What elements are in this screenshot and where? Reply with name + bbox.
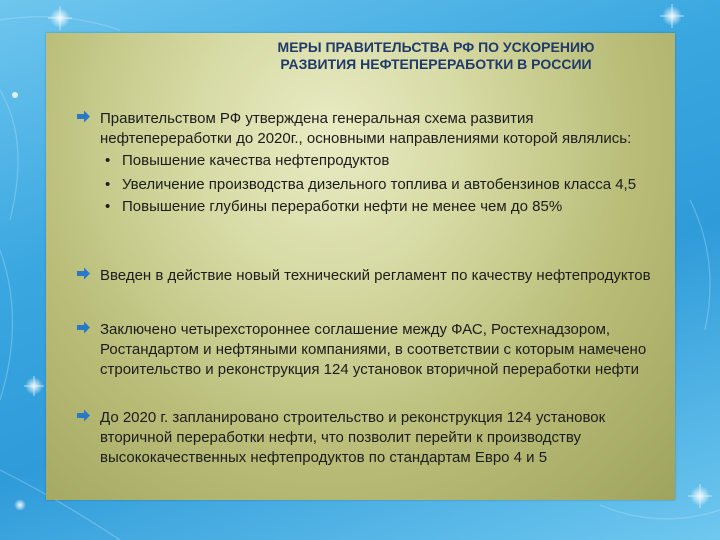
bullet-text: Правительством РФ утверждена генеральная схема развития нефтепереработки до 2020г., основными направлениями которой являлись: xyxy=(100,110,632,147)
bullet-text: Введен в действие новый технический регламент по качеству нефтепродуктов xyxy=(100,267,651,284)
sub-list-item xyxy=(100,151,666,171)
content-panel xyxy=(46,33,675,500)
bullet-item-agreement xyxy=(76,320,666,380)
sub-list-item-text: Повышение качества нефтепродуктов xyxy=(122,152,390,169)
bullet-text: Заключено четырехстороннее соглашение между ФАС, Ростехнадзором, Ростандартом и нефтяными компаниями, в соответствии с которым намечено строительство и реконструкция 124 установок вторичной переработки нефти xyxy=(100,321,647,378)
bullet-dot: • xyxy=(105,176,111,193)
slide-title xyxy=(216,39,656,73)
bullet-dot: • xyxy=(105,152,111,169)
bullet-item-plan-2020 xyxy=(76,408,666,468)
arrow-right-icon xyxy=(76,321,91,334)
arrow-right-icon xyxy=(76,409,91,422)
bullet-item-general-scheme xyxy=(76,109,666,217)
bullet-text: До 2020 г. запланировано строительство и реконструкция 124 установок вторичной переработки нефти, что позволит перейти к производству высококачественных нефтепродуктов по стандартам Евро 4 и 5 xyxy=(100,409,606,466)
arrow-right-icon xyxy=(76,267,91,280)
sub-list-item xyxy=(100,174,666,195)
sub-list-item-text: Повышение глубины переработки нефти не менее чем до 85% xyxy=(122,198,563,215)
sub-list xyxy=(100,151,666,217)
slide-title-line-1: МЕРЫ ПРАВИТЕЛЬСТВА РФ ПО УСКОРЕНИЮ xyxy=(277,39,595,55)
arrow-right-icon xyxy=(76,110,91,123)
sub-list-item xyxy=(100,197,666,217)
bullet-item-regulation xyxy=(76,266,666,286)
slide-title-line-2: РАЗВИТИЯ НЕФТЕПЕРЕРАБОТКИ В РОССИИ xyxy=(280,56,592,72)
bullet-dot: • xyxy=(105,198,111,215)
sub-list-item-text: Увеличение производства дизельного топлива и автобензинов класса 4,5 xyxy=(122,176,637,193)
